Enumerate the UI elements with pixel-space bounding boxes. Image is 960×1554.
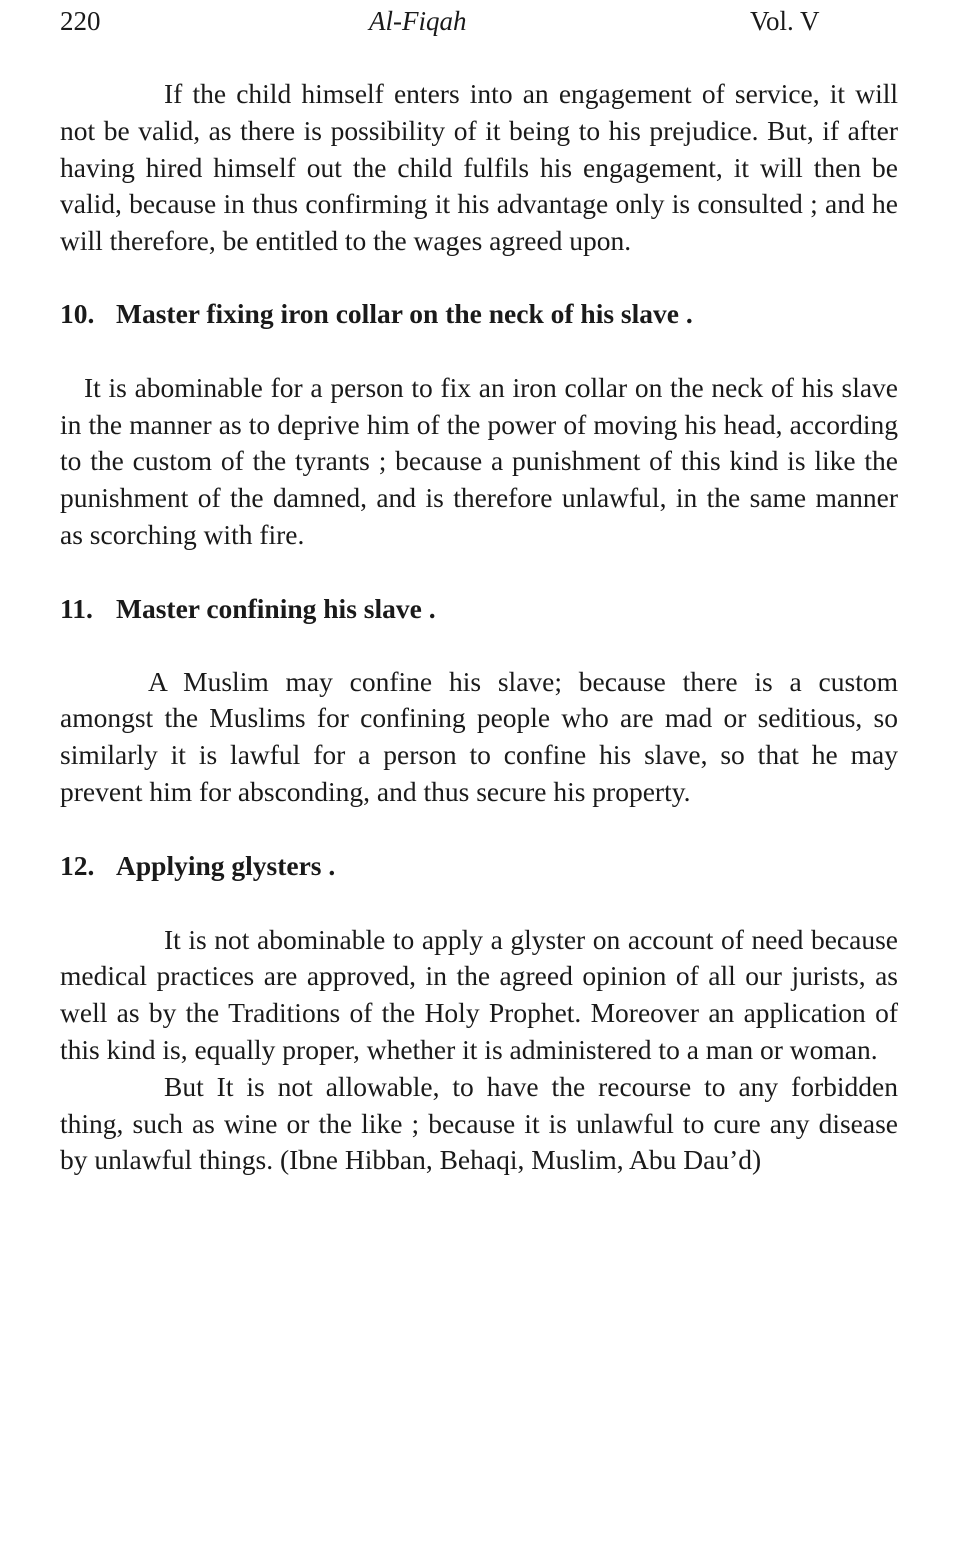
section-12-heading [60, 848, 898, 885]
section-10-number: 10. [60, 297, 95, 329]
section-10-title: Master fixing iron collar on the neck of his slave . [116, 297, 693, 329]
book-title: Al-Fiqah [369, 6, 467, 36]
section-11-heading [60, 591, 898, 628]
section-11-body: A Muslim may confine his slave; because there is a custom amongst the Muslims for confining people who are mad or seditious, so similarly it is lawful for a person to confine his slave, so that he may prevent him for absconding, and thus secure his property. [60, 665, 898, 807]
section-12-number: 12. [60, 849, 95, 881]
running-head [60, 0, 898, 44]
volume-label: Vol. V [750, 6, 820, 36]
section-10-body: It is abominable for a person to fix an iron collar on the neck of his slave in the manner as to deprive him of the power of moving his head, according to the custom of the tyrants ; because a punishment of this kind is like the punishment of the damned, and is therefore unlawful, in the same manner as scorching with fire. [60, 371, 898, 550]
page-number: 220 [60, 6, 101, 36]
intro-paragraph: If the child himself enters into an engagement of service, it will not be valid, as there is possibility of it being to his prejudice. But, if after having hired himself out the child fulfils his engagement, it will then be valid, because in thus confirming it his advantage only is consulted ; and he will therefore, be entitled to the wages agreed upon. [60, 78, 898, 257]
section-11-number: 11. [60, 592, 93, 624]
section-12-body-1: It is not abominable to apply a glyster on account of need because medical practices are approved, in the agreed opinion of all our jurists, as well as by the Traditions of the Holy Prophet. Moreover an application of this kind is, equally proper, whether it is administered to a man or woman. [60, 923, 898, 1065]
section-10-heading [60, 296, 898, 333]
section-11-title: Master confining his slave . [116, 592, 436, 624]
page [60, 0, 898, 1179]
section-12-body-2: But It is not allowable, to have the recourse to any forbidden thing, such as wine or the like ; because it is unlawful to cure any disease by unlawful things. (Ibne Hibban, Behaqi, Muslim, Abu Dau’d) [60, 1070, 898, 1176]
section-12-title: Applying glysters . [116, 849, 336, 881]
